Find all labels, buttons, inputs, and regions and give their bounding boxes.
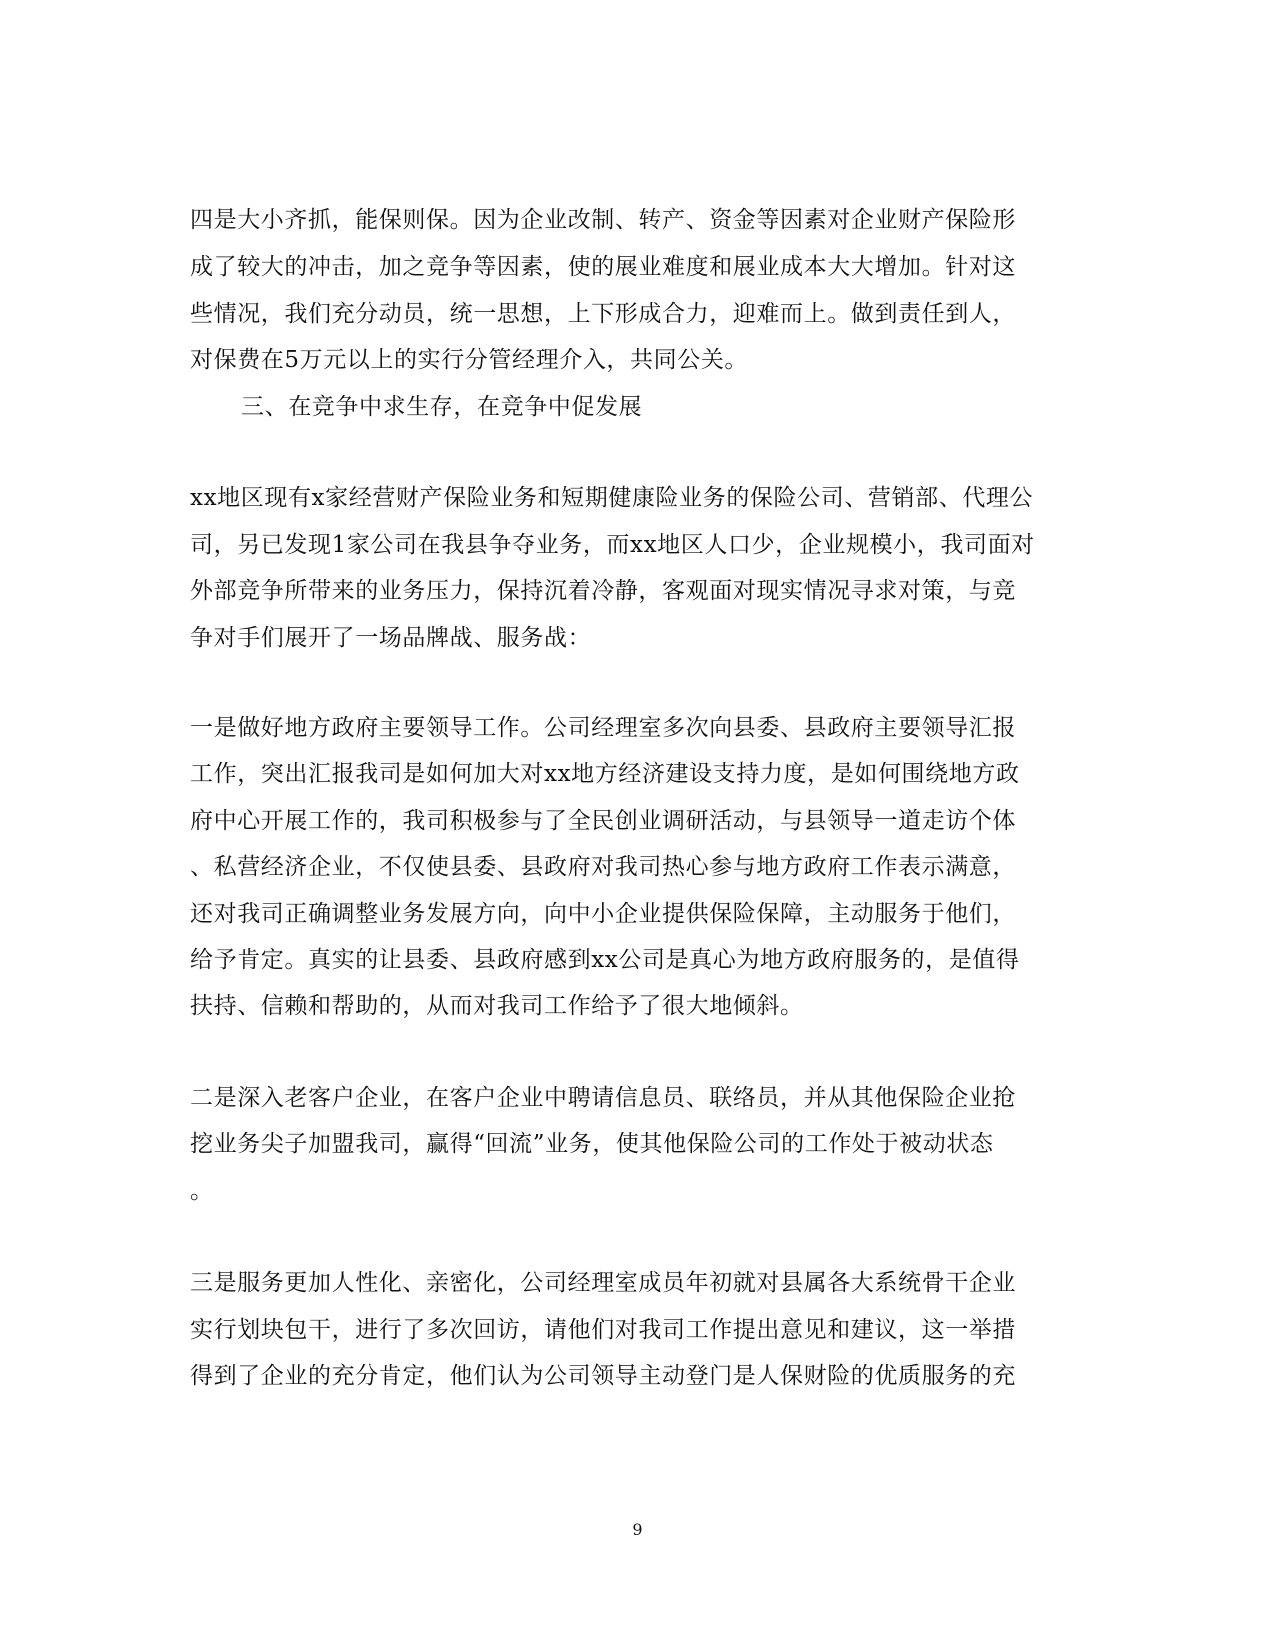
paragraph-line: 工作，突出汇报我司是如何加大对xx地方经济建设支持力度，是如何围绕地方政 xyxy=(190,761,1020,787)
page-number: 9 xyxy=(632,1520,643,1539)
section-heading: 三、在竞争中求生存，在竞争中促发展 xyxy=(241,394,643,420)
paragraph-line: xx地区现有x家经营财产保险业务和短期健康险业务的保险公司、营销部、代理公 xyxy=(190,485,1034,511)
paragraph-line: 四是大小齐抓，能保则保。因为企业改制、转产、资金等因素对企业财产保险形 xyxy=(190,207,1016,233)
paragraph-line: 府中心开展工作的，我司积极参与了全民创业调研活动，与县领导一道走访个体 xyxy=(190,808,1016,834)
paragraph-line: 三是服务更加人性化、亲密化，公司经理室成员年初就对县属各大系统骨干企业 xyxy=(190,1270,1016,1296)
paragraph-line: 。 xyxy=(190,1178,214,1204)
paragraph-line: 二是深入老客户企业，在客户企业中聘请信息员、联络员，并从其他保险企业抢 xyxy=(190,1085,1016,1111)
paragraph-line: 些情况，我们充分动员，统一思想，上下形成合力，迎难而上。做到责任到人， xyxy=(190,301,1016,327)
paragraph-line: 外部竞争所带来的业务压力，保持沉着冷静，客观面对现实情况寻求对策，与竞 xyxy=(190,578,1016,604)
paragraph-line: 、私营经济企业，不仅使县委、县政府对我司热心参与地方政府工作表示满意， xyxy=(190,854,1016,880)
paragraph-line: 扶持、信赖和帮助的，从而对我司工作给予了很大地倾斜。 xyxy=(190,993,804,1019)
paragraph-line: 司，另已发现1家公司在我县争夺业务，而xx地区人口少，企业规模小，我司面对 xyxy=(190,532,1035,558)
paragraph-line: 给予肯定。真实的让县委、县政府感到xx公司是真心为地方政府服务的，是值得 xyxy=(190,947,1020,973)
paragraph-line: 还对我司正确调整业务发展方向，向中小企业提供保险保障，主动服务于他们， xyxy=(190,901,1016,927)
paragraph-line: 成了较大的冲击，加之竞争等因素，使的展业难度和展业成本大大增加。针对这 xyxy=(190,254,1016,280)
paragraph-line: 对保费在5万元以上的实行分管经理介入，共同公关。 xyxy=(190,347,749,373)
paragraph-line: 得到了企业的充分肯定，他们认为公司领导主动登门是人保财险的优质服务的充 xyxy=(190,1363,1016,1389)
paragraph-line: 一是做好地方政府主要领导工作。公司经理室多次向县委、县政府主要领导汇报 xyxy=(190,715,1016,741)
paragraph-line: 实行划块包干，进行了多次回访，请他们对我司工作提出意见和建议，这一举措 xyxy=(190,1317,1016,1343)
paragraph-line: 争对手们展开了一场品牌战、服务战： xyxy=(190,625,592,651)
paragraph-line: 挖业务尖子加盟我司，赢得“回流”业务，使其他保险公司的工作处于被动状态 xyxy=(190,1131,994,1157)
